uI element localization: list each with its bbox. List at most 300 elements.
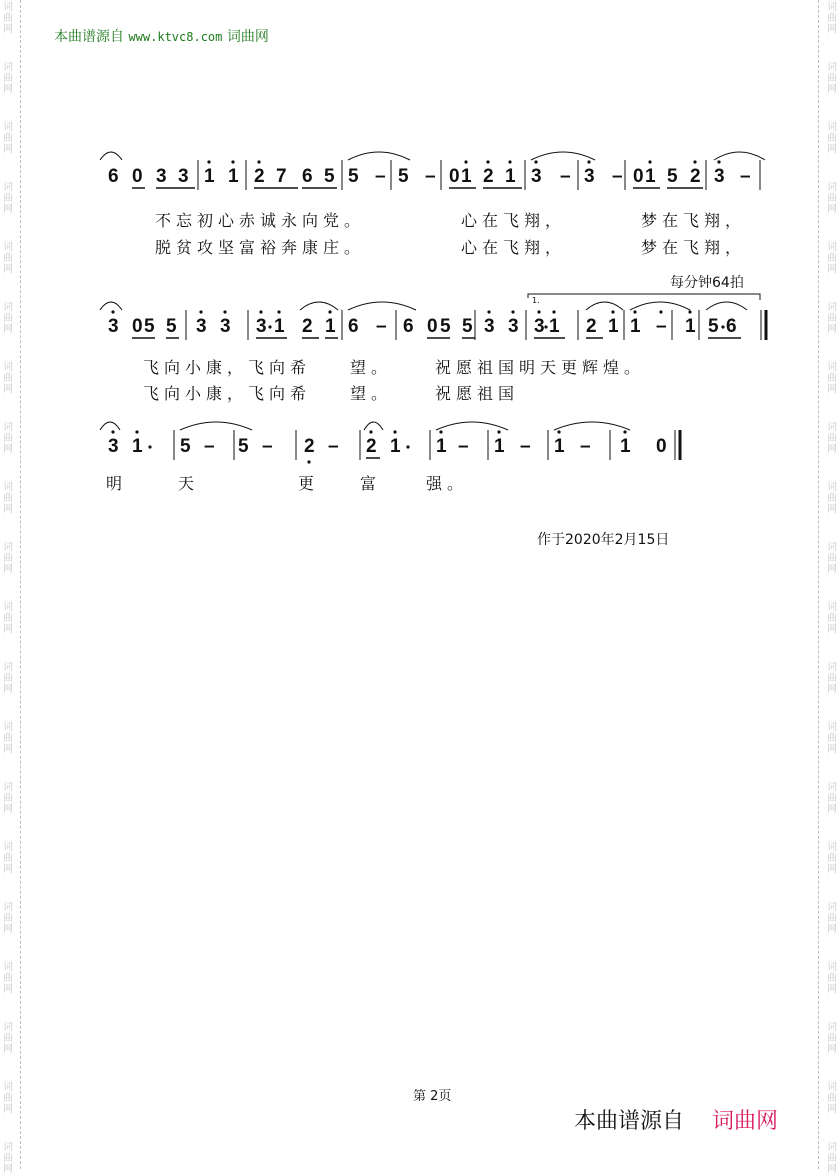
score-line-2: [100, 300, 780, 360]
note: 0: [656, 436, 667, 457]
watermark-mark: [1, 302, 15, 335]
watermark-char: 曲: [827, 493, 837, 504]
watermark-char: 曲: [827, 613, 837, 624]
watermark-mark: [825, 1022, 839, 1055]
octave-dot-above: [623, 430, 626, 433]
watermark-char: 词: [3, 962, 13, 973]
lyric-line-1-verse-1c: 梦在飞翔，: [641, 211, 747, 230]
octave-dot-above: [537, 310, 540, 313]
watermark-char: 曲: [827, 553, 837, 564]
lyric-line-2-verse-1a: 飞向小康，飞向希: [143, 358, 312, 377]
watermark-mark: [825, 482, 839, 515]
note: 3: [196, 316, 207, 337]
octave-dot-above: [557, 430, 560, 433]
watermark-char: 词: [3, 842, 13, 853]
watermark-char: 词: [3, 782, 13, 793]
note: 1: [685, 316, 696, 337]
note: 1: [494, 436, 505, 457]
watermark-char: 曲: [827, 133, 837, 144]
note: 1: [325, 316, 336, 337]
note: 3: [178, 166, 189, 187]
watermark-char: 词: [827, 662, 837, 673]
watermark-mark: [1, 242, 15, 275]
watermark-char: 词: [3, 902, 13, 913]
watermark-char: 词: [827, 1082, 837, 1093]
watermark-char: 词: [827, 1142, 837, 1153]
watermark-char: 曲: [827, 853, 837, 864]
note: 0: [633, 166, 644, 187]
watermark-mark: [1, 722, 15, 755]
octave-dot-above: [328, 310, 331, 313]
watermark-char: 曲: [3, 373, 13, 384]
lyric-line-1-verse-1b: 心在飞翔，: [461, 211, 567, 230]
note: 3: [156, 166, 167, 187]
watermark-char: 词: [3, 482, 13, 493]
watermark-mark: [825, 62, 839, 95]
footer-site: 本曲谱源自: [574, 1109, 685, 1134]
watermark-char: 网: [827, 24, 837, 35]
watermark-char: 曲: [3, 913, 13, 924]
watermark-char: 曲: [827, 73, 837, 84]
octave-dot-above: [688, 310, 691, 313]
lyric-line-2-verse-1c: 祝愿祖国明天更辉煌。: [435, 358, 646, 377]
watermark-char: 词: [3, 242, 13, 253]
watermark-char: 曲: [827, 433, 837, 444]
note: 1: [228, 166, 239, 187]
header-url[interactable]: www.ktvc8.com: [128, 30, 223, 44]
left-dashed-border: [20, 0, 21, 1169]
watermark-char: 词: [827, 122, 837, 133]
note: 3: [108, 316, 119, 337]
watermark-char: 词: [827, 2, 837, 13]
watermark-char: 词: [3, 122, 13, 133]
note: 3: [256, 316, 267, 337]
watermark-char: 网: [827, 1164, 837, 1175]
watermark-char: 曲: [3, 1093, 13, 1104]
octave-dot-above: [717, 160, 720, 163]
octave-dot-above: [199, 310, 202, 313]
watermark-char: 曲: [827, 13, 837, 24]
note: 2: [586, 316, 597, 337]
watermark-char: 词: [827, 182, 837, 193]
watermark-mark: [825, 902, 839, 935]
augmentation-dot: [268, 325, 271, 328]
note: 3: [531, 166, 542, 187]
watermark-char: 网: [3, 864, 13, 875]
note: 1: [608, 316, 619, 337]
augmentation-dot: [406, 445, 409, 448]
watermark-char: 网: [3, 684, 13, 695]
watermark-char: 网: [827, 384, 837, 395]
note: 1: [554, 436, 565, 457]
watermark-mark: [1, 482, 15, 515]
note: 5: [708, 316, 719, 337]
watermark-char: 曲: [3, 133, 13, 144]
note: 6: [403, 316, 414, 337]
note: 3: [534, 316, 545, 337]
watermark-mark: [825, 662, 839, 695]
octave-dot-above: [497, 430, 500, 433]
note: 1: [204, 166, 215, 187]
watermark-char: 网: [3, 1164, 13, 1175]
dash-note: –: [375, 166, 386, 187]
tie-slur: [531, 152, 595, 160]
watermark-char: 词: [3, 182, 13, 193]
watermark-char: 曲: [3, 973, 13, 984]
tie-slur: [714, 152, 765, 160]
watermark-char: 曲: [827, 373, 837, 384]
note: 2: [302, 316, 313, 337]
watermark-char: 网: [827, 924, 837, 935]
watermark-char: 曲: [827, 973, 837, 984]
watermark-char: 网: [3, 204, 13, 215]
octave-dot-above: [259, 310, 262, 313]
note: 7: [276, 166, 287, 187]
note: 2: [690, 166, 701, 187]
watermark-mark: [1, 782, 15, 815]
watermark-char: 网: [3, 984, 13, 995]
watermark-char: 网: [3, 624, 13, 635]
watermark-char: 词: [3, 1022, 13, 1033]
watermark-char: 词: [3, 602, 13, 613]
note: 1: [620, 436, 631, 457]
watermark-char: 曲: [3, 553, 13, 564]
watermark-char: 网: [3, 504, 13, 515]
watermark-mark: [825, 842, 839, 875]
composed-date: 作于2020年2月15日: [537, 532, 670, 548]
watermark-char: 曲: [3, 313, 13, 324]
watermark-char: 网: [3, 564, 13, 575]
watermark-char: 词: [3, 2, 13, 13]
watermark-char: 网: [827, 624, 837, 635]
tie-slur: [436, 422, 508, 430]
watermark-mark: [825, 1082, 839, 1115]
octave-dot-above: [587, 160, 590, 163]
watermark-mark: [1, 122, 15, 155]
watermark-mark: [825, 362, 839, 395]
watermark-char: 曲: [3, 253, 13, 264]
dash-note: –: [656, 316, 667, 337]
page-number: 第 2页: [413, 1089, 452, 1104]
tie-slur: [100, 302, 122, 310]
tie-slur: [706, 302, 747, 310]
lyric-line-3-word-3: 更: [298, 474, 320, 493]
notation-line-2: [100, 300, 780, 360]
note: 6: [726, 316, 737, 337]
note: 1: [436, 436, 447, 457]
note: 1: [132, 436, 143, 457]
note: 5: [462, 316, 473, 337]
watermark-mark: [825, 1142, 839, 1175]
note: 5: [166, 316, 177, 337]
note: 5: [180, 436, 191, 457]
augmentation-dot: [544, 325, 547, 328]
watermark-char: 网: [827, 1104, 837, 1115]
lyric-line-1-verse-2a: 脱贫攻坚富裕奔康庄。: [155, 238, 366, 257]
lyric-line-3-word-1: 明: [106, 474, 128, 493]
watermark-char: 网: [827, 84, 837, 95]
lyric-line-3-word-5: 强。: [426, 474, 469, 493]
notation-line-1: [100, 150, 780, 210]
watermark-char: 词: [827, 602, 837, 613]
watermark-char: 词: [3, 542, 13, 553]
octave-dot-above: [231, 160, 234, 163]
note: 3: [484, 316, 495, 337]
watermark-char: 词: [827, 362, 837, 373]
lyric-line-2-verse-2c: 祝愿祖国: [435, 384, 520, 403]
octave-dot-above: [611, 310, 614, 313]
watermark-char: 曲: [3, 673, 13, 684]
watermark-mark: [1, 422, 15, 455]
watermark-mark: [825, 182, 839, 215]
lyric-line-2-verse-2b: 望。: [350, 384, 393, 403]
footer-site-name[interactable]: 词曲网: [712, 1109, 779, 1134]
watermark-char: 词: [827, 302, 837, 313]
dash-note: –: [612, 166, 623, 187]
watermark-char: 网: [3, 444, 13, 455]
watermark-char: 曲: [3, 193, 13, 204]
watermark-char: 曲: [3, 613, 13, 624]
tie-slur: [348, 302, 416, 310]
watermark-char: 网: [3, 804, 13, 815]
dash-note: –: [580, 436, 591, 457]
note: 2: [366, 436, 377, 457]
octave-dot-above: [257, 160, 260, 163]
watermark-char: 词: [827, 1022, 837, 1033]
octave-dot-above: [207, 160, 210, 163]
octave-dot-above: [508, 160, 511, 163]
watermark-mark: [1, 362, 15, 395]
watermark-char: 词: [3, 1082, 13, 1093]
octave-dot-above: [223, 310, 226, 313]
watermark-mark: [1, 962, 15, 995]
watermark-char: 网: [3, 144, 13, 155]
right-dashed-border: [818, 0, 819, 1169]
note: 0: [449, 166, 460, 187]
tie-slur: [180, 422, 252, 430]
octave-dot-above: [552, 310, 555, 313]
note: 5: [667, 166, 678, 187]
watermark-char: 曲: [3, 793, 13, 804]
tie-slur: [348, 152, 410, 160]
watermark-char: 网: [3, 384, 13, 395]
octave-dot-above: [111, 430, 114, 433]
watermark-char: 词: [3, 362, 13, 373]
note: 3: [584, 166, 595, 187]
dash-note: –: [204, 436, 215, 457]
score-line-1: [100, 150, 780, 210]
tie-slur: [630, 302, 690, 310]
octave-dot-above: [393, 430, 396, 433]
dash-note: –: [458, 436, 469, 457]
octave-dot-above: [277, 310, 280, 313]
note: 2: [483, 166, 494, 187]
watermark-char: 曲: [3, 1033, 13, 1044]
note: 1: [645, 166, 656, 187]
watermark-char: 曲: [827, 793, 837, 804]
watermark-mark: [1, 842, 15, 875]
watermark-mark: [1, 182, 15, 215]
octave-dot-above: [659, 310, 662, 313]
watermark-mark: [825, 962, 839, 995]
watermark-char: 网: [827, 564, 837, 575]
octave-dot-above: [693, 160, 696, 163]
watermark-char: 网: [827, 984, 837, 995]
watermark-mark: [1, 542, 15, 575]
watermark-char: 曲: [3, 1153, 13, 1164]
note: 1: [461, 166, 472, 187]
watermark-char: 词: [827, 62, 837, 73]
watermark-mark: [1, 2, 15, 35]
tie-slur: [586, 302, 623, 310]
note: 0: [427, 316, 438, 337]
watermark-mark: [1, 1082, 15, 1115]
watermark-char: 网: [3, 924, 13, 935]
watermark-char: 曲: [827, 913, 837, 924]
right-watermark-strip: [822, 0, 840, 1175]
watermark-char: 网: [827, 504, 837, 515]
watermark-char: 曲: [3, 433, 13, 444]
augmentation-dot: [721, 325, 724, 328]
watermark-char: 词: [827, 842, 837, 853]
octave-dot-above: [511, 310, 514, 313]
lyric-line-2-verse-1b: 望。: [350, 358, 393, 377]
note: 6: [348, 316, 359, 337]
watermark-char: 网: [827, 144, 837, 155]
lyric-line-1-verse-1a: 不忘初心赤诚永向党。: [155, 211, 366, 230]
watermark-char: 曲: [827, 673, 837, 684]
augmentation-dot: [148, 445, 151, 448]
note: 1: [505, 166, 516, 187]
watermark-char: 曲: [827, 1033, 837, 1044]
watermark-char: 网: [827, 804, 837, 815]
watermark-char: 网: [827, 264, 837, 275]
note: 5: [398, 166, 409, 187]
watermark-char: 网: [827, 684, 837, 695]
watermark-mark: [825, 422, 839, 455]
octave-dot-above: [534, 160, 537, 163]
watermark-char: 词: [827, 422, 837, 433]
volta-bracket: [528, 294, 760, 300]
watermark-char: 词: [827, 962, 837, 973]
note: 1: [274, 316, 285, 337]
watermark-char: 网: [3, 324, 13, 335]
dash-note: –: [262, 436, 273, 457]
watermark-char: 网: [827, 444, 837, 455]
watermark-char: 曲: [827, 313, 837, 324]
left-watermark-strip: [0, 0, 18, 1175]
octave-dot-above: [633, 310, 636, 313]
octave-dot-above: [487, 310, 490, 313]
watermark-char: 词: [827, 542, 837, 553]
watermark-char: 词: [3, 422, 13, 433]
note: 3: [714, 166, 725, 187]
octave-dot-above: [486, 160, 489, 163]
dash-note: –: [328, 436, 339, 457]
note: 2: [254, 166, 265, 187]
note: 5: [324, 166, 335, 187]
watermark-mark: [825, 722, 839, 755]
volta-number: 1.: [532, 296, 540, 305]
watermark-char: 网: [3, 84, 13, 95]
watermark-char: 网: [3, 1104, 13, 1115]
watermark-char: 词: [827, 722, 837, 733]
octave-dot-above: [135, 430, 138, 433]
note: 1: [390, 436, 401, 457]
watermark-char: 网: [827, 204, 837, 215]
dash-note: –: [376, 316, 387, 337]
watermark-char: 曲: [827, 193, 837, 204]
note: 1: [549, 316, 560, 337]
note: 6: [108, 166, 119, 187]
watermark-mark: [825, 242, 839, 275]
watermark-char: 网: [827, 324, 837, 335]
note: 1: [630, 316, 641, 337]
octave-dot-above: [464, 160, 467, 163]
note: 3: [220, 316, 231, 337]
note: 3: [108, 436, 119, 457]
lyric-line-3-word-2: 天: [178, 474, 200, 493]
watermark-char: 词: [3, 662, 13, 673]
lyric-line-1-verse-2b: 心在飞翔，: [461, 238, 567, 257]
watermark-char: 网: [3, 24, 13, 35]
watermark-char: 网: [827, 864, 837, 875]
page-header: [54, 26, 269, 46]
dash-note: –: [425, 166, 436, 187]
lyric-line-2-verse-2a: 飞向小康，飞向希: [143, 384, 312, 403]
octave-dot-above: [369, 430, 372, 433]
watermark-char: 网: [827, 1044, 837, 1055]
watermark-char: 曲: [3, 733, 13, 744]
watermark-char: 词: [827, 782, 837, 793]
watermark-mark: [1, 662, 15, 695]
watermark-char: 网: [827, 744, 837, 755]
watermark-mark: [825, 542, 839, 575]
watermark-mark: [825, 782, 839, 815]
watermark-char: 曲: [3, 853, 13, 864]
note: 5: [238, 436, 249, 457]
watermark-char: 词: [3, 722, 13, 733]
octave-dot-above: [439, 430, 442, 433]
watermark-mark: [1, 902, 15, 935]
octave-dot-above: [111, 310, 114, 313]
note: 5: [440, 316, 451, 337]
watermark-char: 曲: [827, 1093, 837, 1104]
watermark-char: 曲: [3, 13, 13, 24]
watermark-char: 曲: [827, 1153, 837, 1164]
watermark-mark: [825, 2, 839, 35]
watermark-char: 词: [827, 242, 837, 253]
watermark-mark: [1, 62, 15, 95]
watermark-char: 曲: [827, 253, 837, 264]
tie-slur: [364, 422, 383, 430]
tie-slur: [100, 152, 122, 160]
note: 6: [302, 166, 313, 187]
watermark-mark: [825, 122, 839, 155]
watermark-mark: [825, 302, 839, 335]
watermark-char: 网: [3, 744, 13, 755]
lyric-line-1-verse-2c: 梦在飞翔，: [641, 238, 747, 257]
watermark-char: 网: [3, 264, 13, 275]
watermark-char: 曲: [827, 733, 837, 744]
lyric-line-3-word-4: 富: [360, 474, 382, 493]
note: 5: [348, 166, 359, 187]
dash-note: –: [560, 166, 571, 187]
watermark-char: 词: [827, 902, 837, 913]
tie-slur: [100, 422, 120, 430]
note: 0: [132, 316, 143, 337]
octave-dot-above: [648, 160, 651, 163]
